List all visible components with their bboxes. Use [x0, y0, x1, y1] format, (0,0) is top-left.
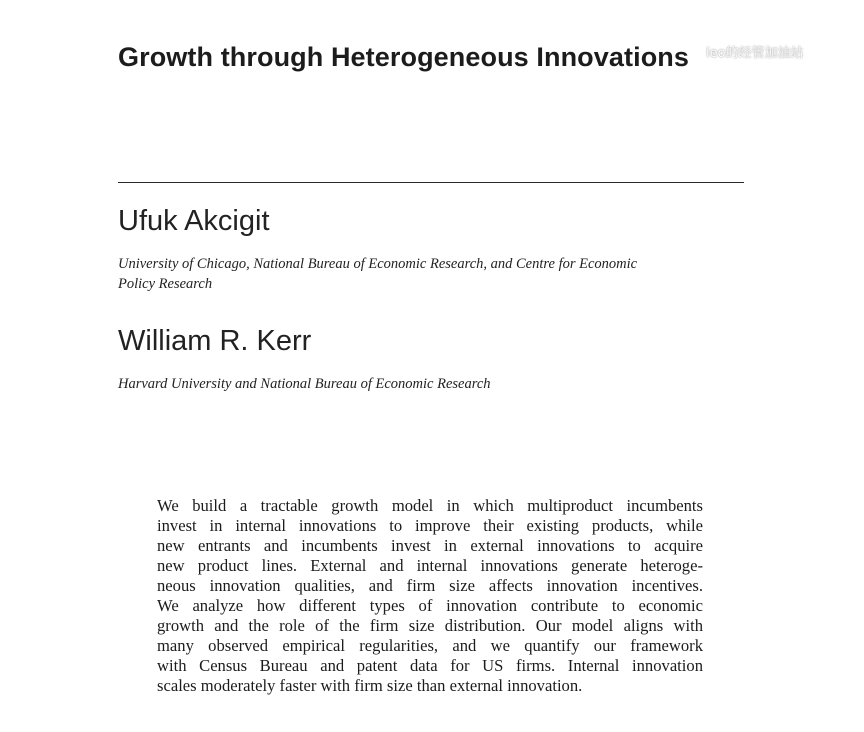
affiliation-line: Policy Research [118, 276, 213, 292]
affiliation-line: University of Chicago, National Bureau of Economic Research, and Centre for Economic [118, 256, 638, 272]
abstract-line: neous innovation qualities, and firm size affects innovation incentives. [157, 576, 703, 595]
abstract-line: with Census Bureau and patent data for US firms. Internal innovation [157, 656, 703, 675]
paper-title: Growth through Heterogeneous Innovations [118, 42, 689, 72]
watermark: leo的经管加油站 [706, 46, 804, 61]
author-name: Ufuk Akcigit [118, 205, 270, 237]
abstract-line: We analyze how different types of innovation contribute to economic [157, 596, 703, 615]
author-affiliation [118, 374, 698, 394]
abstract-line: new entrants and incumbents invest in external innovations to acquire [157, 536, 703, 555]
abstract [157, 496, 703, 696]
abstract-line: new product lines. External and internal innovations generate heteroge- [157, 556, 703, 575]
abstract-line: growth and the role of the firm size distribution. Our model aligns with [157, 616, 703, 635]
author-name: William R. Kerr [118, 325, 312, 357]
affiliation-line: Harvard University and National Bureau of Economic Research [118, 376, 491, 392]
abstract-line: invest in internal innovations to improve their existing products, while [157, 516, 703, 535]
abstract-line: We build a tractable growth model in which multiproduct incumbents [157, 496, 703, 515]
author-affiliation [118, 254, 698, 294]
abstract-line: scales moderately faster with firm size than external innovation. [157, 676, 583, 695]
title-divider [118, 182, 744, 183]
abstract-line: many observed empirical regularities, and we quantify our framework [157, 636, 703, 655]
